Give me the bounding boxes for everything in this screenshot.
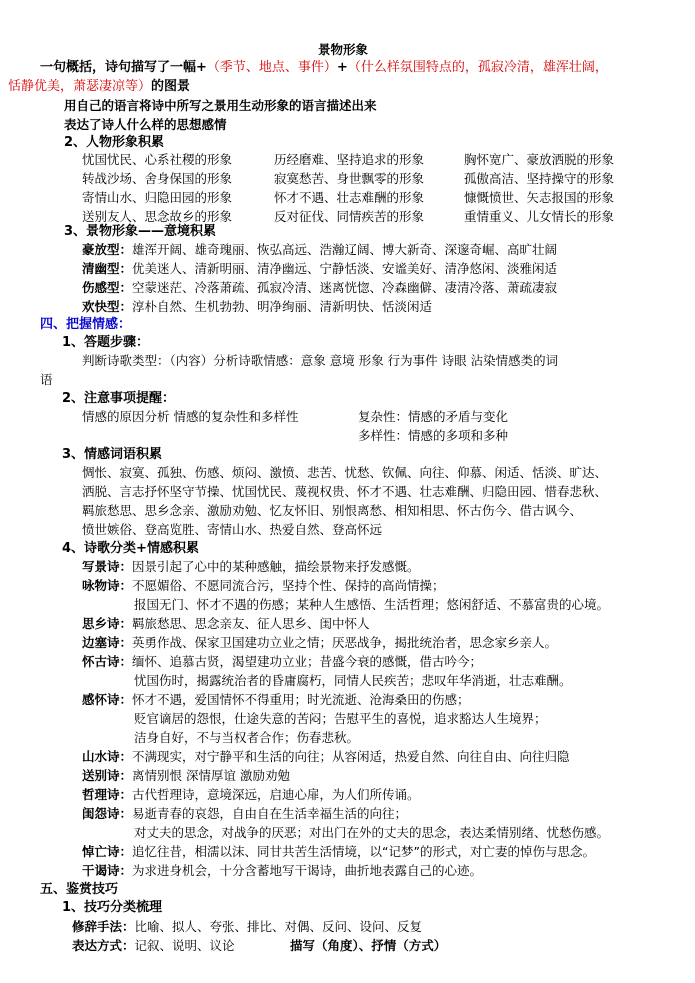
poem-type-text-cont: 报国无门、怀才不遇的伤感；某种人生感悟、生活哲理；悠闲舒适、不慕富贵的心境。 — [134, 597, 610, 612]
sec4-p2-line1b: 复杂性：情感的矛盾与变化 — [358, 409, 509, 424]
mood-row — [82, 297, 432, 316]
poem-type-text: 不满现实，对宁静平和生活的向往；从容闲适，热爱自然、向往自由、向往归隐 — [132, 749, 570, 764]
poem-type-label: 闺怨诗： — [82, 806, 133, 821]
poem-type-label: 哲理诗： — [82, 787, 133, 802]
mood-text: 雄浑开阔、雄奇瑰丽、恢弘高远、浩瀚辽阔、博大新奇、深邃奇崛、高旷壮阔 — [132, 242, 558, 257]
poem-type-row — [82, 690, 470, 709]
mood-label: 清幽型： — [82, 261, 133, 276]
grid-cell: 送别友人、思念故乡的形象 — [82, 209, 233, 224]
grid-cell: 寄情山水、归隐田园的形象 — [82, 190, 233, 205]
poem-type-label: 感怀诗： — [82, 692, 133, 707]
poem-type-row — [82, 652, 482, 671]
poem-type-text: 羁旅愁思、思念亲友、征人思乡、闺中怀人 — [132, 616, 370, 631]
mood-row — [82, 259, 557, 278]
grid-cell: 重情重义、儿女情长的形象 — [464, 209, 615, 224]
sec4-p2-line1a: 情感的原因分析 情感的复杂性和多样性 — [82, 409, 299, 424]
poem-type-row — [82, 842, 595, 861]
grid-cell: 反对征伐、同情疾苦的形象 — [274, 209, 425, 224]
poem-type-row — [82, 557, 420, 576]
poem-type-text: 古代哲理诗，意境深远，启迪心扉，为人们所传诵。 — [132, 787, 420, 802]
character-image-grid — [82, 150, 682, 226]
poem-type-row — [82, 861, 482, 880]
summary-part1: （季节、地点、事件） — [206, 60, 337, 75]
mood-row — [82, 278, 557, 297]
poem-type-text: 英勇作战、保家卫国建功立业之情；厌恶战争，揭批统治者，思念家乡亲人。 — [132, 635, 558, 650]
poem-type-label: 写景诗： — [82, 559, 133, 574]
summary-prefix: 一句概括，诗句描写了一幅+ — [40, 60, 207, 75]
poem-type-label: 山水诗： — [82, 749, 133, 764]
summary-line — [40, 58, 608, 77]
mood-text: 淳朴自然、生机勃勃、明净绚丽、清新明快、恬淡闲适 — [132, 299, 433, 314]
grid-cell: 怀才不遇、壮志难酬的形象 — [274, 190, 425, 205]
mood-row — [82, 240, 557, 259]
mood-text: 空蒙迷茫、冷落萧疏、孤寂冷清、迷离恍惚、冷森幽僻、凄清冷落、萧疏凄寂 — [132, 280, 558, 295]
mood-label: 豪放型： — [82, 242, 133, 257]
s3-heading: 3、景物形象——意境积累 — [64, 224, 217, 239]
poem-type-label: 思乡诗： — [82, 616, 133, 631]
sec4-p2-heading: 2、注意事项提醒： — [62, 391, 176, 406]
sec4-heading: 四、把握情感： — [40, 317, 132, 332]
poem-type-label: 送别诗： — [82, 768, 133, 783]
describe-line: 用自己的语言将诗中所写之景用生动形象的语言描述出来 — [64, 98, 377, 113]
poem-type-row — [82, 766, 290, 785]
page-title: 景物形象 — [318, 42, 369, 57]
grid-cell: 孤傲高洁、坚持操守的形象 — [464, 171, 615, 186]
poem-type-row — [82, 747, 570, 766]
poem-type-label: 悼亡诗： — [82, 844, 133, 859]
summary-suffix: 的图景 — [151, 79, 191, 94]
poem-type-text-cont: 对丈夫的思念，对战争的厌恶；对出门在外的丈夫的思念，表达柔情别绪、忧愁伤感。 — [134, 825, 610, 840]
expression-row — [72, 936, 235, 955]
rhetoric-text: 比喻、拟人、夸张、排比、对偶、反问、设问、反复 — [134, 919, 423, 934]
expression-label: 表达方式： — [72, 938, 135, 953]
rhetoric-label: 修辞手法： — [72, 919, 135, 934]
expression-text: 记叙、说明、议论 — [134, 938, 235, 953]
grid-cell: 忧国忧民、心系社稷的形象 — [82, 152, 233, 167]
emotion-words-line: 羁旅愁思、思乡念亲、激励劝勉、忆友怀旧、别恨离愁、相知相思、怀古伤今、借古讽今、 — [82, 503, 583, 518]
poem-type-row — [82, 785, 420, 804]
sec5-heading: 五、鉴赏技巧 — [40, 882, 119, 897]
summary-plus: + — [336, 60, 348, 75]
poem-type-text: 怀才不遇，爱国情怀不得重用；时光流逝、沧海桑田的伤感； — [132, 692, 470, 707]
poem-type-row — [82, 614, 370, 633]
sec5-p1-heading: 1、技巧分类梳理 — [62, 900, 163, 915]
sec4-p3-heading: 3、情感词语积累 — [62, 447, 163, 462]
grid-cell: 胸怀宽广、豪放洒脱的形象 — [464, 152, 615, 167]
poem-type-label: 怀古诗： — [82, 654, 133, 669]
poem-type-text: 缅怀、追慕古贤，渴望建功立业；昔盛今衰的感慨，借古吟今； — [132, 654, 483, 669]
poem-type-row — [82, 804, 407, 823]
summary-part2a: （什么样氛围特点的，孤寂冷清，雄浑壮阔， — [347, 60, 608, 75]
poem-type-row — [82, 576, 445, 595]
poem-type-text: 追忆往昔，相濡以沫、同甘共苦生活情境，以“记梦”的形式，对亡妻的悼伤与思念。 — [132, 844, 595, 859]
poem-type-text-cont: 忧国伤时，揭露统治者的昏庸腐朽，同情人民疾苦；悲叹年华消逝，壮志难酬。 — [134, 673, 572, 688]
mood-label: 欢快型： — [82, 299, 133, 314]
grid-cell: 慷慨愤世、矢志报国的形象 — [464, 190, 615, 205]
poem-type-text: 因景引起了心中的某种感触，描绘景物来抒发感慨。 — [132, 559, 420, 574]
expression-extra: 描写（角度）、抒情（方式） — [290, 938, 447, 953]
summary-line-2 — [8, 77, 190, 96]
emotion-words-line: 愤世嫉俗、登高览胜、寄情山水、热爱自然、登高怀远 — [82, 522, 383, 537]
poem-type-row — [82, 633, 557, 652]
express-line: 表达了诗人什么样的思想感情 — [64, 117, 227, 132]
sec4-p1-heading: 1、答题步骤： — [62, 335, 150, 350]
emotion-words-line: 惆怅、寂寞、孤独、伤感、烦闷、激愤、悲苦、忧愁、钦佩、向往、仰慕、闲适、恬淡、旷达、 — [82, 465, 608, 480]
poem-type-text: 离情别恨 深情厚谊 激励劝勉 — [132, 768, 290, 783]
poem-type-label: 咏物诗： — [82, 578, 133, 593]
grid-cell: 转战沙场、舍身保国的形象 — [82, 171, 233, 186]
rhetoric-row — [72, 917, 422, 936]
poem-type-text: 为求进身机会，十分含蓄地写干谒诗，曲折地表露自己的心迹。 — [132, 863, 483, 878]
poem-type-text: 不愿媚俗、不愿同流合污，坚持个性、保持的高尚情操； — [132, 578, 445, 593]
poem-type-text-cont: 洁身自好，不与当权者合作；伤春悲秋。 — [134, 730, 360, 745]
mood-label: 伤感型： — [82, 280, 133, 295]
s2-heading: 2、人物形象积累 — [64, 135, 165, 150]
poem-type-text-cont: 贬官谪居的怨恨，仕途失意的苦闷；告慰平生的喜悦，追求豁达人生境界； — [134, 711, 547, 726]
sec4-p1-wrap: 语 — [40, 372, 53, 387]
grid-cell: 寂寞愁苦、身世飘零的形象 — [274, 171, 425, 186]
sec4-p4-heading: 4、诗歌分类+情感积累 — [62, 541, 199, 556]
poem-type-label: 边塞诗： — [82, 635, 133, 650]
sec4-p2-line2: 多样性：情感的多项和多种 — [358, 428, 509, 443]
sec4-p1-text: 判断诗歌类型：（内容）分析诗歌情感：意象 意境 形象 行为事件 诗眼 沾染情感类的词 — [82, 353, 559, 368]
summary-part2b: 恬静优美，萧瑟凄凉等） — [8, 79, 152, 94]
emotion-words-line: 洒脱、言志抒怀坚守节操、忧国忧民、蔑视权贵、怀才不遇、壮志难酬、归隐田园、惜春悲秋、 — [82, 484, 608, 499]
grid-cell: 历经磨难、坚持追求的形象 — [274, 152, 425, 167]
poem-type-text: 易逝青春的哀怨，自由自在生活幸福生活的向往； — [132, 806, 408, 821]
mood-text: 优美迷人、清新明丽、清净幽远、宁静恬淡、安谧美好、清净悠闲、淡雅闲适 — [132, 261, 558, 276]
poem-type-label: 干谒诗： — [82, 863, 133, 878]
